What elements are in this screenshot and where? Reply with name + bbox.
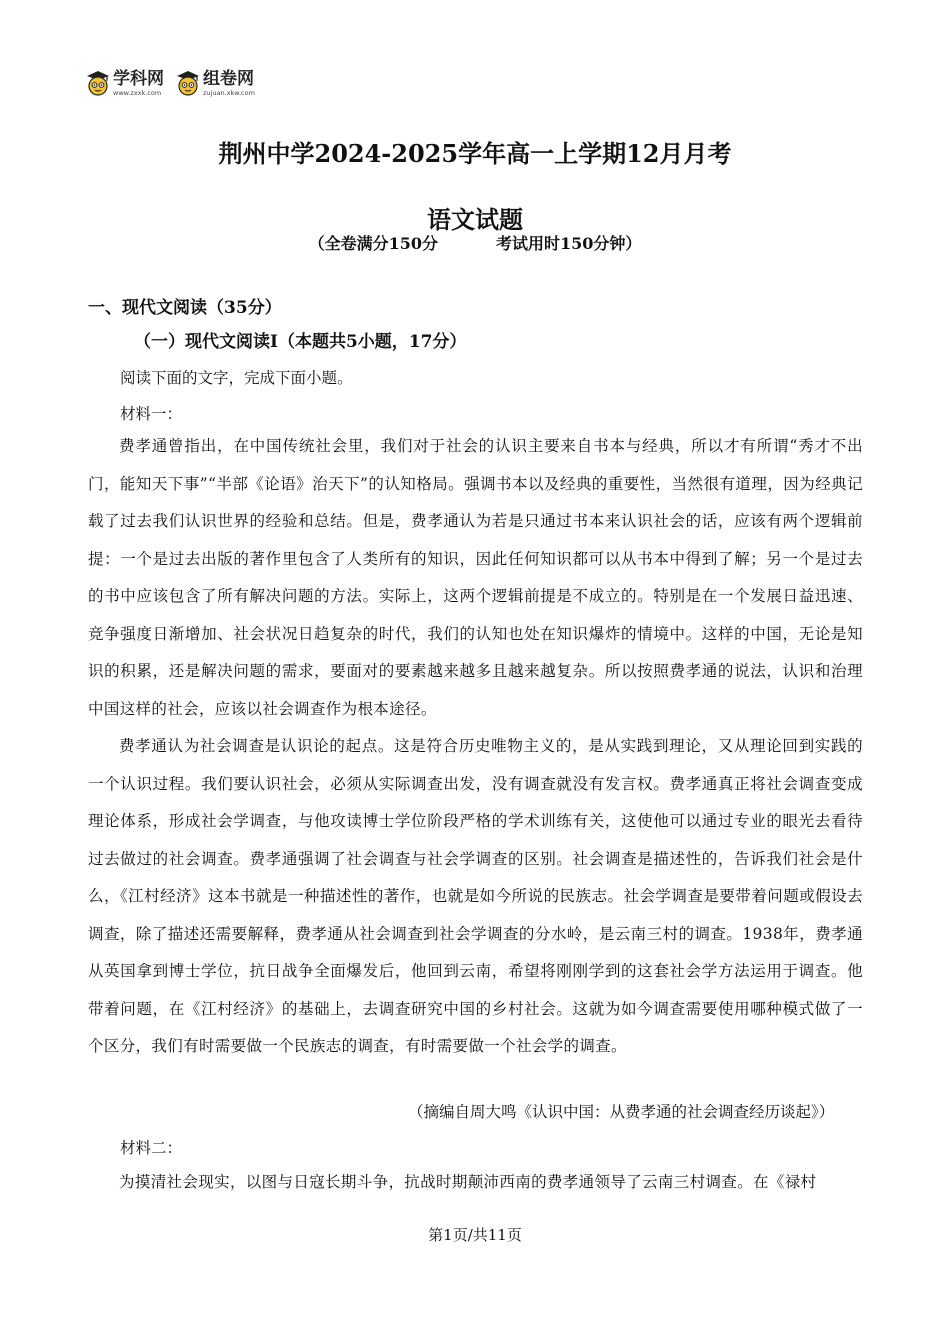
graduate-mascot-icon [176, 70, 200, 96]
logo-name: 学科网 [113, 69, 164, 89]
page-number: 第1页/共11页 [428, 1226, 522, 1244]
material1-label: 材料一： [120, 405, 183, 423]
logo-name: 组卷网 [203, 69, 254, 89]
material1-source: （摘编自周大鸣《认识中国：从费孝通的社会调查经历谈起》） [408, 1103, 835, 1121]
logo-url: www.zxxk.com [113, 89, 162, 97]
graduate-mascot-icon [86, 70, 110, 96]
material1-paragraph: 费孝通曾指出，在中国传统社会里，我们对于社会的认识主要来自书本与经典，所以才有所谓“秀才不出门，能知天下事”“半部《论语》治天下”的认知格局。强调书本以及经典的重要性，当然很有道理，因为经典记载了过去我们认识世界的经验和总结。但是，费孝通认为若是只通过书本来认识社会的话，应该有两个逻辑前提：一个是过去出版的著作里包含了人类所有的知识，因此任何知识都可以从书本中得到了解；另一个是过去的书中应该包含了所有解决问题的方法。实际上，这两个逻辑前提是不成立的。特别是在一个发展日益迅速、竞争强度日渐增加、社会状况日趋复杂的时代，我们的认知也处在知识爆炸的情境中。这样的中国，无论是知识的积累，还是解决问题的需求，要面对的要素越来越多且越来越复杂。所以按照费孝通的说法，认识和治理中国这样的社会，应该以社会调查作为根本途径。 [88, 437, 863, 718]
exam-subtitle: 语文试题 [427, 205, 523, 234]
logo-xuekewang[interactable] [86, 70, 164, 97]
exam-title: 荆州中学2024-2025学年高一上学期12月月考 [218, 139, 732, 168]
material2-label: 材料二： [120, 1139, 183, 1157]
logo-zujuanwang[interactable] [176, 70, 255, 97]
header-logos [86, 70, 255, 104]
material2-paragraph: 为摸清社会现实，以图与日寇长期斗争，抗战时期颠沛西南的费孝通领导了云南三村调查。在《禄村 [119, 1173, 817, 1191]
full-score: （全卷满分150分 [308, 234, 438, 253]
section-heading: 一、现代文阅读（35分） [88, 298, 282, 318]
material1-paragraph: 费孝通认为社会调查是认识论的起点。这是符合历史唯物主义的，是从实践到理论，又从理论回到实践的一个认识过程。我们要认识社会，必须从实际调查出发，没有调查就没有发言权。费孝通真正将社会调查变成理论体系，形成社会学调查，与他攻读博士学位阶段严格的学术训练有关，这使他可以通过专业的眼光去看待过去做过的社会调查。费孝通强调了社会调查与社会学调查的区别。社会调查是描述性的，告诉我们社会是什么，《江村经济》这本书就是一种描述性的著作，也就是如今所说的民族志。社会学调查是要带着问题或假设去调查，除了描述还需要解释，费孝通从社会调查到社会学调查的分水岭，是云南三村的调查。1938年，费孝通从英国拿到博士学位，抗日战争全面爆发后，他回到云南，希望将刚刚学到的这套社会学方法运用于调查。他带着问题，在《江村经济》的基础上，去调查研究中国的乡村社会。这就为如今调查需要使用哪种模式做了一个区分，我们有时需要做一个民族志的调查，有时需要做一个社会学的调查。 [88, 737, 863, 1055]
exam-time: 考试用时150分钟） [496, 234, 642, 253]
reading-instruction: 阅读下面的文字，完成下面小题。 [120, 369, 353, 387]
exam-info [0, 232, 950, 256]
logo-url: zujuan.xkw.com [203, 89, 255, 97]
subsection-heading: （一）现代文阅读Ⅰ（本题共5小题，17分） [134, 332, 467, 352]
